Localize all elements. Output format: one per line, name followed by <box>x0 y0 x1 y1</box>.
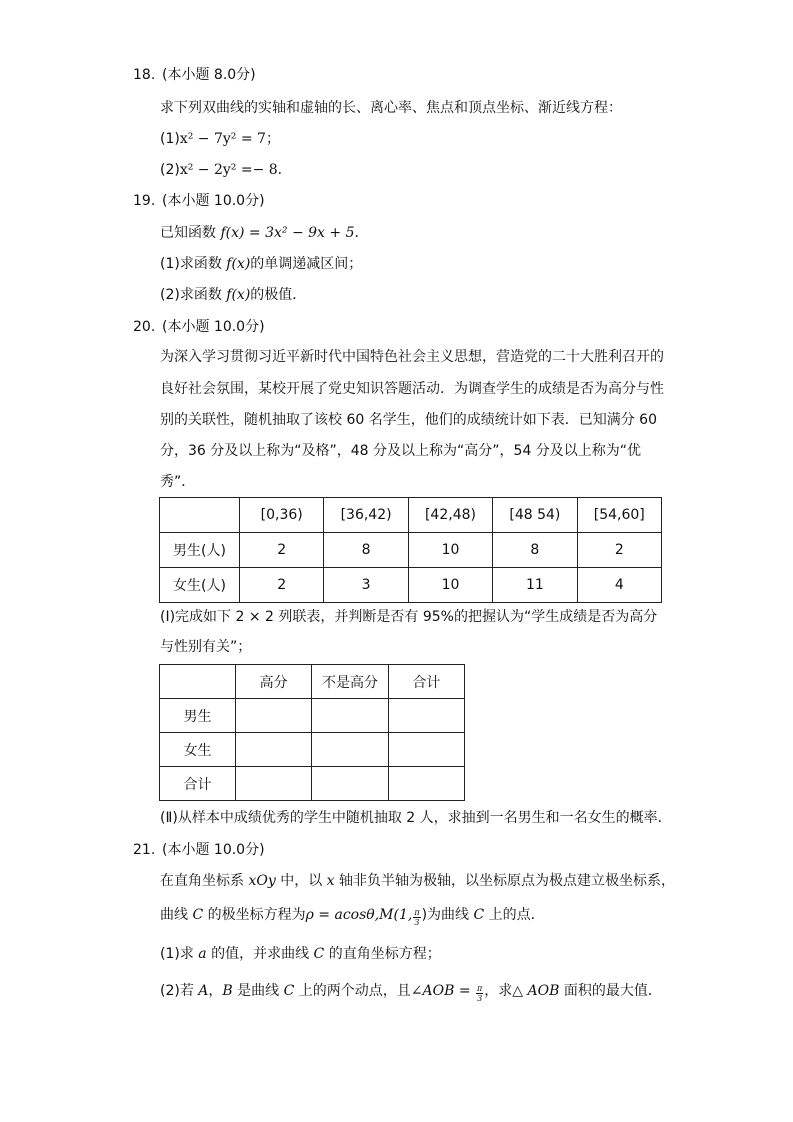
q19-number: 19. <box>133 193 156 209</box>
table-cell <box>312 733 388 767</box>
q21-text: 轴非负半轴为极轴，以坐标原点为极点建立极坐标系， <box>334 873 676 889</box>
q20-part2: (Ⅱ)从样本中成绩优秀的学生中随机抽取 2 人，求抽到一名男生和一名女生的概率． <box>160 810 672 826</box>
q19-part2-function: f(x) <box>226 287 251 303</box>
table-header-cell: 高分 <box>236 665 312 699</box>
q19-part2-text-a: (2)求函数 <box>160 287 227 303</box>
table-header-cell: [36,42) <box>324 498 408 533</box>
table-header-cell: [42,48) <box>408 498 492 533</box>
table-cell: 3 <box>324 568 408 603</box>
q19-stem-equation: f(x) = 3x² − 9x + 5 <box>220 225 355 241</box>
q20-part1-line: 与性别有关”； <box>160 639 252 655</box>
table-cell <box>236 699 312 733</box>
table-cell <box>160 665 236 699</box>
table-header-row <box>160 498 662 533</box>
q21-text: 曲线 <box>160 907 193 923</box>
q21-angle-condition: ∠AOB = <box>410 983 476 999</box>
q21-header: (本小题 10.0分) <box>162 842 265 858</box>
q20-paragraph-line: 秀”． <box>160 474 196 490</box>
q19-header: (本小题 10.0分) <box>162 193 265 209</box>
table-row <box>160 568 662 603</box>
table-cell: 2 <box>240 533 324 568</box>
q21-line1 <box>160 872 675 890</box>
q21-text: 的极坐标方程为 <box>203 907 306 923</box>
table-row <box>160 767 465 801</box>
q21-text: 面积的最大值． <box>559 983 662 999</box>
q18-part2 <box>160 161 292 179</box>
q21-coordinate-system: xOy <box>248 873 276 889</box>
table-cell <box>312 767 388 801</box>
table-row-label: 女生 <box>160 733 236 767</box>
table-row <box>160 533 662 568</box>
q18-part1-equation: x² − 7y² = 7； <box>179 131 280 147</box>
table-cell <box>236 733 312 767</box>
q21-curve-symbol: C <box>313 946 325 962</box>
table-cell: 10 <box>408 568 492 603</box>
q21-text: 上的点． <box>484 907 545 923</box>
q21-curve-symbol: C <box>192 907 204 923</box>
table-header-cell: [54,60] <box>577 498 661 533</box>
table-cell: 8 <box>324 533 408 568</box>
score-distribution-table <box>159 497 662 603</box>
fraction-numerator: π <box>477 984 483 993</box>
fraction-numerator: π <box>414 908 420 917</box>
table-cell <box>388 733 464 767</box>
q21-text: ，求△ <box>484 983 528 999</box>
table-row-label: 女生(人) <box>160 568 240 603</box>
table-row-label: 男生 <box>160 699 236 733</box>
q18-number: 18. <box>133 67 156 83</box>
q19-part1-function: f(x) <box>226 256 251 272</box>
table-cell <box>236 767 312 801</box>
table-cell: 11 <box>493 568 577 603</box>
q21-text: (1)求 <box>160 946 199 962</box>
q18-part2-equation: x² − 2y² =− 8． <box>179 162 292 178</box>
q21-text: 中，以 <box>275 873 327 889</box>
q18-part2-label: (2) <box>160 162 180 178</box>
q21-text: 上的两个动点，且 <box>294 983 411 999</box>
q21-text: ， <box>208 983 223 999</box>
q21-fraction <box>413 908 420 927</box>
table-cell <box>388 699 464 733</box>
q21-text: 的直角坐标方程； <box>324 946 441 962</box>
fraction-denominator: 3 <box>477 994 483 1003</box>
q21-line2 <box>160 906 545 927</box>
table-cell <box>160 498 240 533</box>
table-row <box>160 733 465 767</box>
q21-curve-symbol: C <box>473 907 485 923</box>
q20-paragraph-line: 良好社会氛围，某校开展了党史知识答题活动．为调查学生的成绩是否为高分与性 <box>160 381 664 397</box>
q21-fraction <box>476 984 483 1003</box>
q20-part1-line: (Ⅰ)完成如下 2 × 2 列联表，并判断是否有 95%的把握认为“学生成绩是否为高分 <box>160 609 658 625</box>
table-cell: 10 <box>408 533 492 568</box>
q19-part1-text-a: (1)求函数 <box>160 256 227 272</box>
table-header-cell: 合计 <box>388 665 464 699</box>
table-cell: 8 <box>493 533 577 568</box>
q21-curve-symbol: C <box>283 983 295 999</box>
q21-text: (2)若 <box>160 983 199 999</box>
q21-number: 21. <box>133 842 156 858</box>
fraction-denominator: 3 <box>414 918 420 927</box>
q21-polar-equation: ρ = acosθ,M(1, <box>305 907 413 923</box>
q20-number: 20. <box>133 319 156 335</box>
q19-part2-text-b: 的极值． <box>250 287 307 303</box>
table-row-label: 合计 <box>160 767 236 801</box>
q19-stem-prefix: 已知函数 <box>160 225 221 241</box>
q19-part1 <box>160 255 362 273</box>
q20-header: (本小题 10.0分) <box>162 319 265 335</box>
table-header-cell: 不是高分 <box>312 665 388 699</box>
contingency-table <box>159 664 465 801</box>
table-cell <box>312 699 388 733</box>
q21-point-b: B <box>222 983 233 999</box>
q20-paragraph-line: 为深入学习贯彻习近平新时代中国特色社会主义思想，营造党的二十大胜利召开的 <box>160 349 664 365</box>
q21-triangle-name: AOB <box>527 983 560 999</box>
table-cell: 2 <box>577 533 661 568</box>
table-header-cell: [48 54) <box>493 498 577 533</box>
q21-point-a: A <box>198 983 209 999</box>
q21-a-symbol: a <box>198 946 207 962</box>
q21-text: )为曲线 <box>421 907 474 923</box>
q19-stem-suffix: ． <box>354 225 369 241</box>
q18-part1 <box>160 130 280 148</box>
q21-text: 的值，并求曲线 <box>206 946 314 962</box>
q19-part2 <box>160 286 306 304</box>
q19-stem <box>160 224 368 242</box>
q21-text: 在直角坐标系 <box>160 873 249 889</box>
q18-part1-label: (1) <box>160 131 180 147</box>
q21-text: 是曲线 <box>232 983 284 999</box>
q20-paragraph-line: 分，36 分及以上称为“及格”，48 分及以上称为“高分”，54 分及以上称为“优 <box>160 443 642 459</box>
q18-stem: 求下列双曲线的实轴和虚轴的长、离心率、焦点和顶点坐标、渐近线方程： <box>160 100 622 116</box>
table-header-cell: [0,36) <box>240 498 324 533</box>
q21-line4 <box>160 982 662 1003</box>
q18-header: (本小题 8.0分) <box>162 67 256 83</box>
q19-part1-text-b: 的单调递减区间； <box>250 256 363 272</box>
q21-line3 <box>160 945 441 963</box>
table-cell <box>388 767 464 801</box>
table-cell: 4 <box>577 568 661 603</box>
table-cell: 2 <box>240 568 324 603</box>
q21-x-axis-symbol: x <box>326 873 335 889</box>
table-row <box>160 699 465 733</box>
table-row-label: 男生(人) <box>160 533 240 568</box>
q20-paragraph-line: 别的关联性，随机抽取了该校 60 名学生，他们的成绩统计如下表．已知满分 60 <box>160 412 657 428</box>
table-header-row <box>160 665 465 699</box>
